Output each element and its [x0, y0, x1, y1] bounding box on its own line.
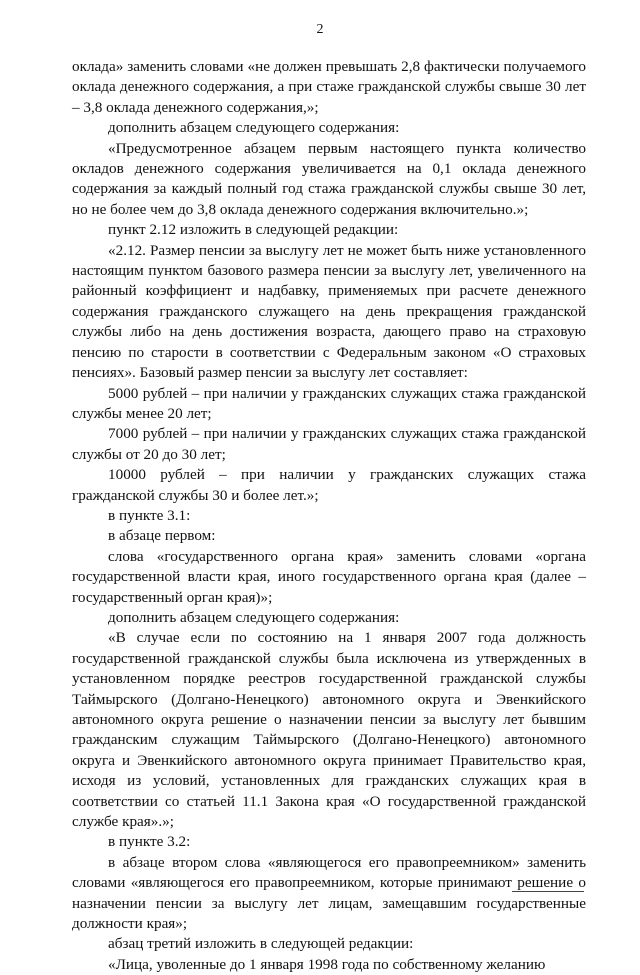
paragraph: «2.12. Размер пенсии за выслугу лет не может быть ниже установленного настоящим пунктом базового размера пенсии за выслугу лет, увеличенного на районный коэффициент и надбавку, применяемых при расчете денежного содержания гражданского служащего на день прекращения гражданской службы либо на день достижения возраста, дающего право на страховую пенсию по старости в соответствии с Федеральным законом «О страховых пенсиях». Базовый размер пенсии за выслугу лет составляет: [72, 241, 586, 382]
paragraph: дополнить абзацем следующего содержания: [108, 608, 400, 626]
paragraph: «Лица, уволенные до 1 января 1998 года по собственному желанию [108, 955, 546, 973]
paragraph: дополнить абзацем следующего содержания: [108, 119, 400, 137]
paragraph: слова «государственного органа края» заменить словами «органа государственной власти края, иного государственного органа края (далее – государственный орган края)»; [72, 547, 586, 606]
paragraph: абзац третий изложить в следующей редакции: [108, 935, 414, 953]
paragraph: в абзаце первом: [108, 527, 216, 545]
paragraph: «В случае если по состоянию на 1 января 2007 года должность государственной гражданской службы была исключена из утвержденных в установленном порядке реестров государственной гражданской службы Таймырского (Долгано-Ненецкого) автономного округа и Эвенкийского автономного округа решение о назначении пенсии за выслугу лет бывшим гражданским служащим Таймырского (Долгано-Ненецкого) автономного округа и Эвенкийского автономного округа принимает Правительство края, исходя из условий, установленных для гражданских служащих края в соответствии со статьей 11.1 Закона края «О государственной гражданской службе края».»; [72, 629, 586, 831]
paragraph: в пункте 3.1: [108, 506, 191, 524]
paragraph: 5000 рублей – при наличии у гражданских служащих стажа гражданской службы менее 20 лет; [72, 384, 586, 422]
document-body [72, 57, 586, 975]
paragraph: в абзаце втором слова «являющегося его правопреемником» заменить словами «являющегося его правопреемником, которые принимают решение о назначении пенсии за выслугу лет лицам, замещавшим государственные должности края»; [72, 853, 586, 933]
paragraph: 7000 рублей – при наличии у гражданских служащих стажа гражданской службы от 20 до 30 лет; [72, 425, 586, 463]
page-number: 2 [316, 22, 324, 37]
paragraph: пункт 2.12 изложить в следующей редакции: [108, 221, 399, 239]
paragraph: «Предусмотренное абзацем первым настоящего пункта количество окладов денежного содержания увеличивается на 0,1 оклада денежного содержания за каждый полный год стажа гражданской службы свыше 30 лет, но не более чем до 3,8 оклада денежного содержания включительно.»; [72, 139, 586, 218]
paragraph: 10000 рублей – при наличии у гражданских служащих стажа гражданской службы 30 и более лет.»; [72, 466, 586, 504]
paragraph: в пункте 3.2: [108, 833, 191, 851]
paragraph: оклада» заменить словами «не должен превышать 2,8 фактически получаемого оклада денежного содержания, а при стаже гражданской службы свыше 30 лет – 3,8 оклада денежного содержания,»; [72, 58, 586, 116]
footer-rule [512, 891, 584, 892]
